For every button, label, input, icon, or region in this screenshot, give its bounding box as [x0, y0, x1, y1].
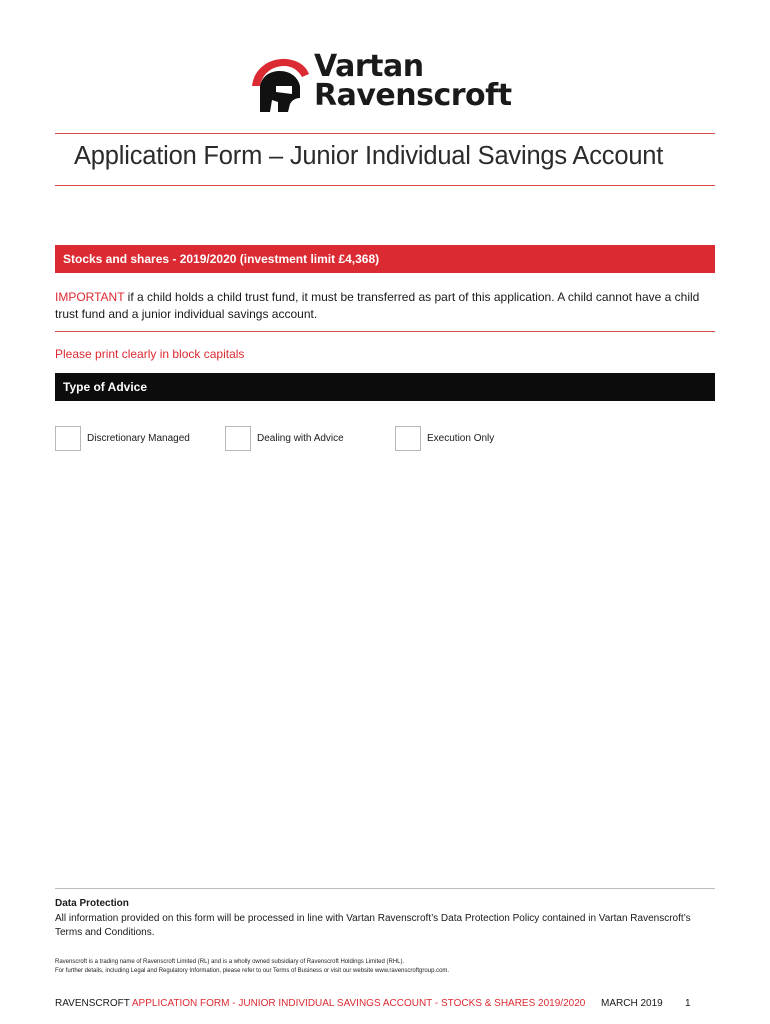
execution-only-checkbox[interactable] — [395, 426, 421, 451]
page-title: Application Form – Junior Individual Savings Account — [74, 142, 664, 170]
notice-rule — [55, 331, 715, 332]
important-text: if a child holds a child trust fund, it must be transferred as part of this application. A child cannot have a child trust fund and a junior individual savings account. — [55, 290, 700, 321]
brand-line1: Vartan — [314, 49, 424, 84]
title-rule-bottom — [55, 185, 715, 186]
page-number: 1 — [685, 998, 691, 1009]
data-protection-body: All information provided on this form will be processed in line with Vartan Ravenscroft’s Data Protection Policy contained in Vartan Ravenscroft’s Terms and Conditions. — [55, 913, 691, 938]
footer-company: RAVENSCROFT — [55, 998, 132, 1009]
brand-logo — [248, 49, 528, 120]
footer-document-name — [55, 998, 585, 1009]
important-notice — [55, 289, 715, 323]
print-note: Please print clearly in block capitals — [55, 347, 245, 361]
legal-line-2: For further details, including Legal and Regulatory Information, please refer to our Terms of Business or visit our website www.ravenscroftgroup.com. — [55, 968, 450, 974]
legal-notice — [55, 958, 715, 976]
title-rule-top — [55, 133, 715, 134]
type-of-advice-heading: Type of Advice — [55, 373, 715, 401]
execution-only-label: Execution Only — [427, 433, 495, 444]
discretionary-managed-label: Discretionary Managed — [87, 433, 190, 444]
footer-doc-title: APPLICATION FORM - JUNIOR INDIVIDUAL SAVINGS ACCOUNT - STOCKS & SHARES 2019/2020 — [131, 998, 586, 1009]
footer-date: MARCH 2019 — [601, 998, 663, 1009]
data-protection-rule — [55, 888, 715, 889]
legal-line-1: Ravenscroft is a trading name of Ravenscroft Limited (RL) and is a wholly owned subsidiary of Ravenscroft Holdings Limited (RHL). — [55, 959, 405, 965]
important-label: IMPORTANT — [55, 290, 125, 304]
brand-wordmark — [314, 49, 512, 113]
helmet-icon — [248, 56, 310, 116]
discretionary-managed-checkbox[interactable] — [55, 426, 81, 451]
stocks-shares-heading: Stocks and shares - 2019/2020 (investment limit £4,368) — [55, 245, 715, 273]
data-protection-heading: Data Protection — [55, 898, 129, 909]
dealing-with-advice-label: Dealing with Advice — [257, 433, 344, 444]
brand-line2: Ravenscroft — [314, 78, 512, 113]
dealing-with-advice-checkbox[interactable] — [225, 426, 251, 451]
